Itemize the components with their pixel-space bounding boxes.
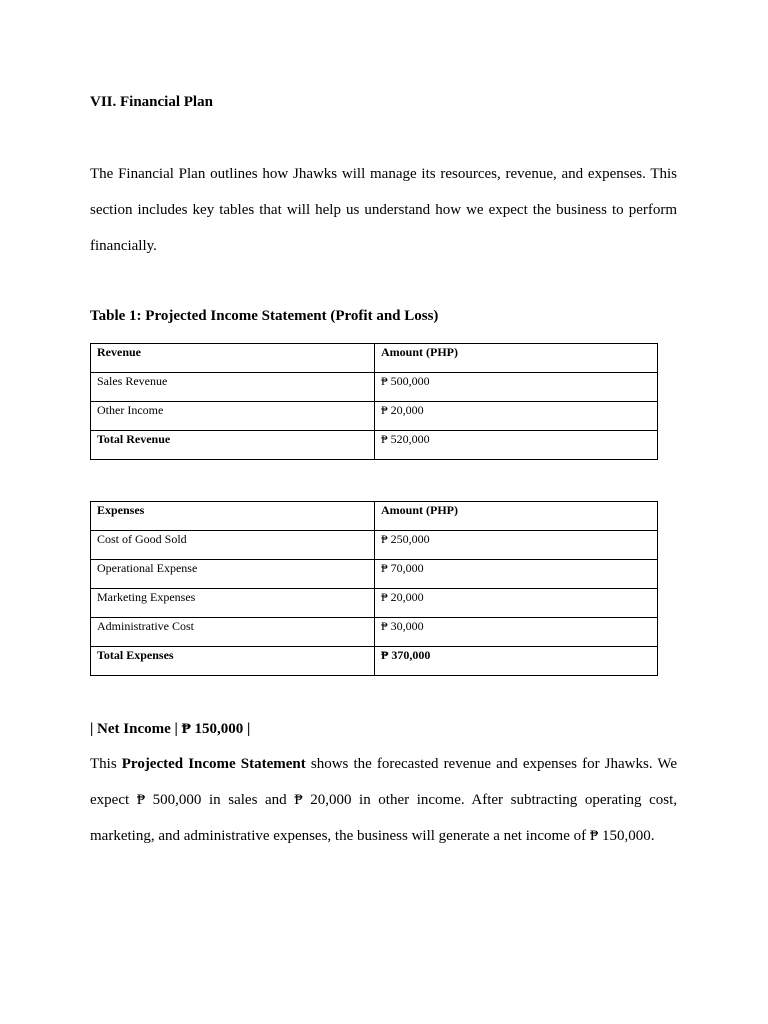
net-income-line: | Net Income | ₱ 150,000 | [90, 721, 251, 737]
table-total-row [91, 431, 658, 460]
row-label: Administrative Cost [97, 619, 194, 633]
table-total-row [91, 647, 658, 676]
total-amount: ₱ 370,000 [381, 648, 431, 662]
total-label: Total Expenses [97, 648, 174, 662]
summary-paragraph [90, 746, 677, 854]
table-row [91, 589, 658, 618]
table-row [91, 618, 658, 647]
revenue-table [90, 343, 658, 460]
table-row [91, 373, 658, 402]
row-label: Sales Revenue [97, 374, 168, 388]
row-label: Operational Expense [97, 561, 198, 575]
row-amount: ₱ 500,000 [381, 374, 430, 388]
row-amount: ₱ 20,000 [381, 590, 424, 604]
row-amount: ₱ 70,000 [381, 561, 424, 575]
summary-prefix: This [90, 756, 122, 772]
row-amount: ₱ 20,000 [381, 403, 424, 417]
row-label: Cost of Good Sold [97, 532, 187, 546]
column-header: Expenses [97, 503, 145, 517]
total-label: Total Revenue [97, 432, 171, 446]
section-heading: VII. Financial Plan [90, 94, 213, 110]
summary-rest: shows the forecasted revenue and expenses for Jhawks. We expect ₱ 500,000 in sales and ₱ 20,000 in other income. After subtracting operating cost, marketing, and administrative expenses, the business will generate a net income of ₱ 150,000. [90, 756, 678, 844]
expenses-table [90, 501, 658, 676]
table-row [91, 402, 658, 431]
column-header: Amount (PHP) [381, 503, 458, 517]
column-header: Amount (PHP) [381, 345, 458, 359]
intro-paragraph: The Financial Plan outlines how Jhawks will manage its resources, revenue, and expenses. This section includes key tables that will help us understand how we expect the business to perform financially. [90, 166, 677, 254]
row-amount: ₱ 250,000 [381, 532, 430, 546]
summary-bold-term: Projected Income Statement [121, 756, 306, 772]
row-label: Other Income [97, 403, 164, 417]
table-header-row [91, 502, 658, 531]
table-header-row [91, 344, 658, 373]
row-label: Marketing Expenses [97, 590, 196, 604]
column-header: Revenue [97, 345, 141, 359]
table-caption: Table 1: Projected Income Statement (Profit and Loss) [90, 308, 439, 324]
total-amount: ₱ 520,000 [381, 432, 430, 446]
row-amount: ₱ 30,000 [381, 619, 424, 633]
table-row [91, 560, 658, 589]
table-row [91, 531, 658, 560]
